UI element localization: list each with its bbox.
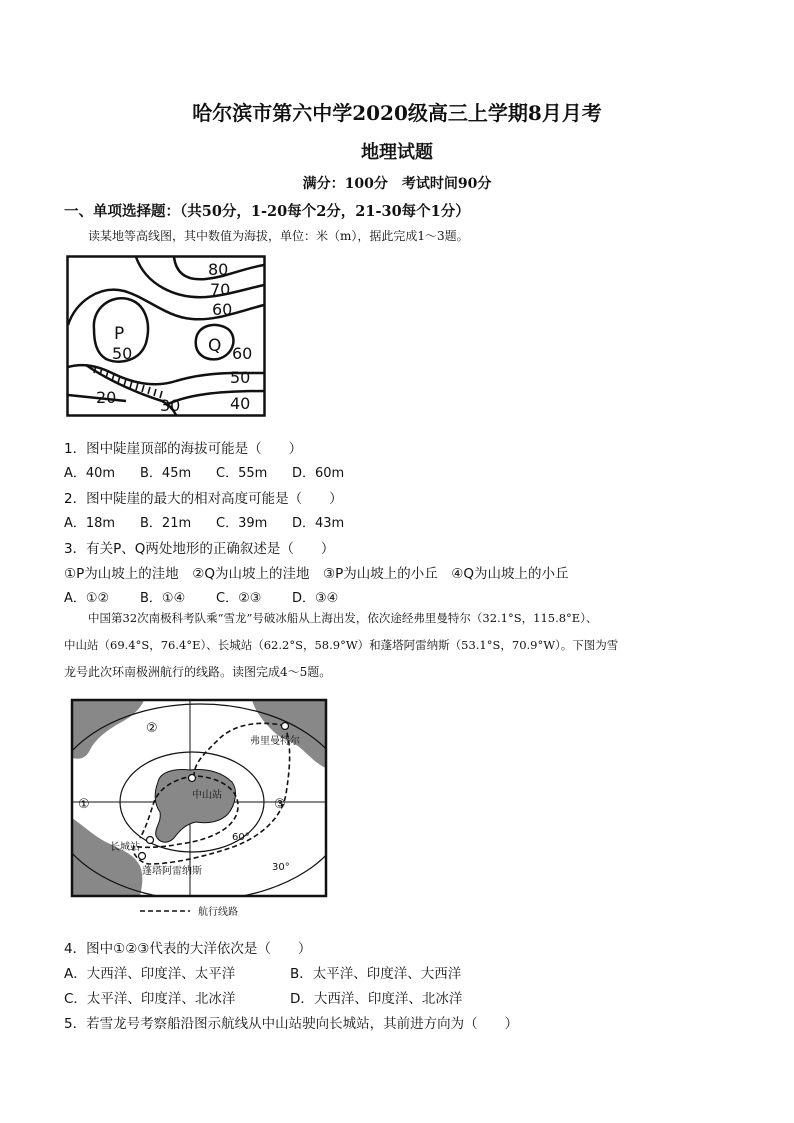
option: B．①④ xyxy=(140,591,186,606)
intro-text: 读某地等高线图，其中数值为海拔，单位：米（m），据此完成1～3题。 xyxy=(88,229,469,243)
contour-label: 20 xyxy=(96,388,117,407)
contour-label: 30 xyxy=(160,396,181,415)
lat-label-60: 60° xyxy=(232,832,250,843)
contour-line xyxy=(68,290,264,325)
exam-title: 哈尔滨市第六中学2020级高三上学期8月月考 xyxy=(192,101,602,125)
question-3: 3．有关P、Q两处地形的正确叙述是（ ） xyxy=(64,541,335,557)
score-time: 满分：100分 考试时间90分 xyxy=(302,176,492,192)
passage-line-1: 中国第32次南极科考队乘“雪龙”号破冰船从上海出发，依次途经弗里曼特尔（32.1°S，115.8°E）、 xyxy=(88,611,598,625)
contour-label: 40 xyxy=(230,394,251,413)
point-p-label: P xyxy=(114,324,125,344)
zhongshan-marker xyxy=(189,775,196,782)
option: C．②③ xyxy=(216,591,262,606)
option: D．大西洋、印度洋、北冰洋 xyxy=(290,991,463,1007)
ocean-label-1: ① xyxy=(78,797,90,812)
legend-label: 航行线路 xyxy=(198,907,238,918)
ocean-label-2: ② xyxy=(146,721,158,736)
question-2: 2．图中陡崖的最大的相对高度可能是（ ） xyxy=(64,491,343,507)
point-q-label: Q xyxy=(208,336,222,356)
option: A．大西洋、印度洋、太平洋 xyxy=(64,966,236,982)
contour-line xyxy=(136,257,264,297)
lat-label-30: 30° xyxy=(272,862,290,873)
option: D．60m xyxy=(292,466,345,481)
passage-line-3: 龙号此次环南极洲航行的线路。读图完成4～5题。 xyxy=(64,665,332,679)
question-5: 5．若雪龙号考察船沿图示航线从中山站驶向长城站，其前进方向为（ ） xyxy=(64,1016,519,1032)
question-4: 4．图中①②③代表的大洋依次是（ ） xyxy=(64,941,312,957)
option: A．18m xyxy=(64,516,116,531)
option: B．太平洋、印度洋、大西洋 xyxy=(290,966,462,982)
punta-arenas-marker xyxy=(139,853,146,860)
changcheng-marker xyxy=(147,837,154,844)
option: D．③④ xyxy=(292,591,339,606)
fremantle-label: 弗里曼特尔 xyxy=(250,736,300,747)
option: A．40m xyxy=(64,466,116,481)
punta-arenas-label: 蓬塔阿雷纳斯 xyxy=(142,866,202,877)
contour-label: 50 xyxy=(230,368,251,387)
contour-label: 60 xyxy=(232,344,253,363)
antarctica-landmass xyxy=(155,770,235,843)
option: C．太平洋、印度洋、北冰洋 xyxy=(64,991,236,1007)
fremantle-marker xyxy=(282,723,289,730)
contour-label: 70 xyxy=(210,280,231,299)
africa-landmass xyxy=(72,700,144,759)
contour-label: 50 xyxy=(112,344,133,363)
contour-label: 80 xyxy=(208,260,229,279)
option: D．43m xyxy=(292,516,345,531)
option: B．21m xyxy=(140,516,192,531)
contour-label: 60 xyxy=(212,300,233,319)
zhongshan-label: 中山站 xyxy=(192,790,222,801)
option: B．45m xyxy=(140,466,192,481)
antarctic-route-map xyxy=(70,698,328,922)
section-heading: 一、单项选择题：（共50分，1-20每个2分，21-30每个1分） xyxy=(64,203,470,220)
option: A．①② xyxy=(64,591,110,606)
question-3-statements: ①P为山坡上的洼地 ②Q为山坡上的洼地 ③P为山坡上的小丘 ④Q为山坡上的小丘 xyxy=(64,566,569,582)
contour-map xyxy=(66,255,266,417)
question-1: 1．图中陡崖顶部的海拔可能是（ ） xyxy=(64,441,303,457)
changcheng-label: 长城站 xyxy=(110,842,140,853)
subject-title: 地理试题 xyxy=(361,142,433,163)
option: C．39m xyxy=(216,516,268,531)
option: C．55m xyxy=(216,466,268,481)
ocean-label-3: ③ xyxy=(274,797,286,812)
passage-line-2: 中山站（69.4°S，76.4°E）、长城站（62.2°S，58.9°W）和蓬塔阿雷纳斯（53.1°S，70.9°W）。下图为雪 xyxy=(64,638,619,652)
